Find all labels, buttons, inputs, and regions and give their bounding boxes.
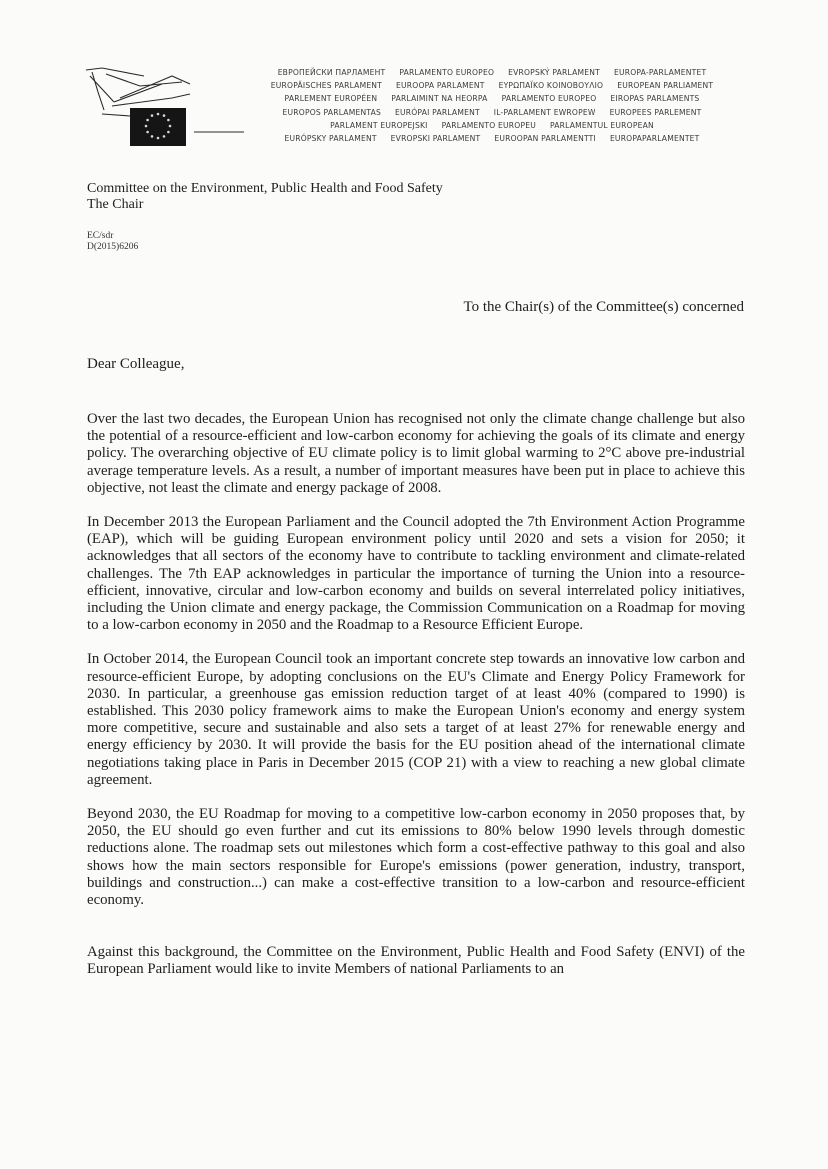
parliament-names-header bbox=[222, 66, 762, 145]
parliament-names-row bbox=[222, 66, 762, 79]
european-parliament-logo bbox=[84, 62, 244, 150]
sender-role: The Chair bbox=[87, 197, 144, 212]
body-paragraph: Beyond 2030, the EU Roadmap for moving to a competitive low-carbon economy in 2050 proposes that, by 2050, the EU should go even further and cut its emissions to 80% below 1990 levels through domestic reductions alone. The roadmap sets out milestones which form a cost-effective pathway to this goal and also shows how the main sectors responsible for Europe's emissions (power generation, industry, transport, buildings and construction...) can make a cost-effective transition to a low-carbon and resource-efficient economy. bbox=[87, 806, 745, 909]
parliament-name: EURÓPSKY PARLAMENT bbox=[284, 134, 377, 144]
parliament-name: PARLAMENTO EUROPEU bbox=[441, 120, 536, 130]
parliament-name: EUROOPA PARLAMENT bbox=[396, 81, 485, 91]
parliament-name: EUROPÄISCHES PARLAMENT bbox=[270, 81, 383, 91]
salutation: Dear Colleague, bbox=[87, 356, 185, 372]
parliament-name: EURÓPAI PARLAMENT bbox=[395, 107, 480, 117]
reference-block bbox=[87, 231, 138, 253]
parliament-name: PARLAMENTO EUROPEO bbox=[501, 94, 597, 104]
parliament-name: PARLAMENTO EUROPEO bbox=[399, 68, 495, 77]
parliament-name: EUROPAPARLAMENTET bbox=[609, 134, 700, 144]
body-paragraph: Against this background, the Committee on the Environment, Public Health and Food Safety (ENVI) of the European Parliament would like to invite Members of national Parliaments to an bbox=[87, 944, 745, 978]
reference-initials: EC/sdr bbox=[87, 231, 114, 241]
parliament-name: EVROPSKI PARLAMENT bbox=[390, 134, 481, 144]
parliament-name: EUROPEAN PARLIAMENT bbox=[617, 81, 714, 91]
parliament-name: ΕΥΡΩΠΑΪΚΟ ΚΟΙΝΟΒΟΥΛΙΟ bbox=[498, 81, 604, 91]
recipient-line: To the Chair(s) of the Committee(s) concerned bbox=[463, 299, 744, 315]
parliament-name: EUROPA-PARLAMENTET bbox=[613, 68, 707, 77]
parliament-name: PARLAMENTUL EUROPEAN bbox=[549, 120, 654, 130]
parliament-name: PARLAIMINT NA HEORPA bbox=[391, 94, 488, 104]
body-paragraph: Over the last two decades, the European Union has recognised not only the climate change challenge but also the potential of a resource-efficient and low-carbon economy for achieving the goals of its climate and energy policy. The overarching objective of EU climate policy is to limit global warming to 2°C above pre-industrial average temperature levels. As a result, a number of important measures have been put in place to achieve this objective, not least the climate and energy package of 2008. bbox=[87, 411, 745, 496]
parliament-name: EIROPAS PARLAMENTS bbox=[610, 94, 700, 104]
parliament-name: EUROOPAN PARLAMENTTI bbox=[494, 134, 596, 144]
parliament-name: EUROPOS PARLAMENTAS bbox=[282, 107, 381, 117]
parliament-name: ЕВРОПЕЙСКИ ПАРЛАМЕНТ bbox=[277, 68, 386, 77]
parliament-names-row bbox=[222, 119, 762, 132]
parliament-name: EUROPEES PARLEMENT bbox=[609, 107, 702, 117]
parliament-names-row bbox=[222, 132, 762, 145]
parliament-names-row bbox=[222, 106, 762, 119]
parliament-name: PARLEMENT EUROPÉEN bbox=[284, 94, 378, 104]
letter-body bbox=[87, 411, 745, 996]
parliament-names-row bbox=[222, 92, 762, 105]
reference-number: D(2015)6206 bbox=[87, 242, 139, 252]
parliament-names-row bbox=[222, 79, 762, 92]
parliament-name: EVROPSKÝ PARLAMENT bbox=[508, 68, 600, 77]
parliament-name: IL-PARLAMENT EWROPEW bbox=[493, 107, 596, 117]
body-paragraph: In October 2014, the European Council took an important concrete step towards an innovative low carbon and resource-efficient Europe, by adopting conclusions on the EU's Climate and Energy Policy Framework for 2030. In particular, a greenhouse gas emission reduction target of at least 40% (compared to 1990) is established. This 2030 policy framework aims to make the European Union's economy and energy system more competitive, secure and sustainable and also sets a target of at least 27% for renewable energy and energy efficiency by 2030. It will provide the basis for the EU position ahead of the international climate negotiations taking place in Paris in December 2015 (COP 21) with a view to reaching a new global climate agreement. bbox=[87, 651, 745, 788]
parliament-name: PARLAMENT EUROPEJSKI bbox=[330, 120, 428, 130]
sender-block bbox=[87, 181, 443, 213]
body-paragraph: In December 2013 the European Parliament and the Council adopted the 7th Environment Action Programme (EAP), which will be guiding European environment policy until 2020 and sets a vision for 2050; it acknowledges that all sectors of the economy have to contribute to tackling environment and climate-related challenges. The 7th EAP acknowledges in particular the importance of turning the Union into a resource-efficient, innovative, circular and low-carbon economy and builds on several interrelated policy initiatives, including the Union climate and energy package, the Commission Communication on a Roadmap for moving to a low-carbon economy in 2050 and the Roadmap to a Resource Efficient Europe. bbox=[87, 514, 745, 634]
committee-name: Committee on the Environment, Public Health and Food Safety bbox=[87, 181, 443, 196]
